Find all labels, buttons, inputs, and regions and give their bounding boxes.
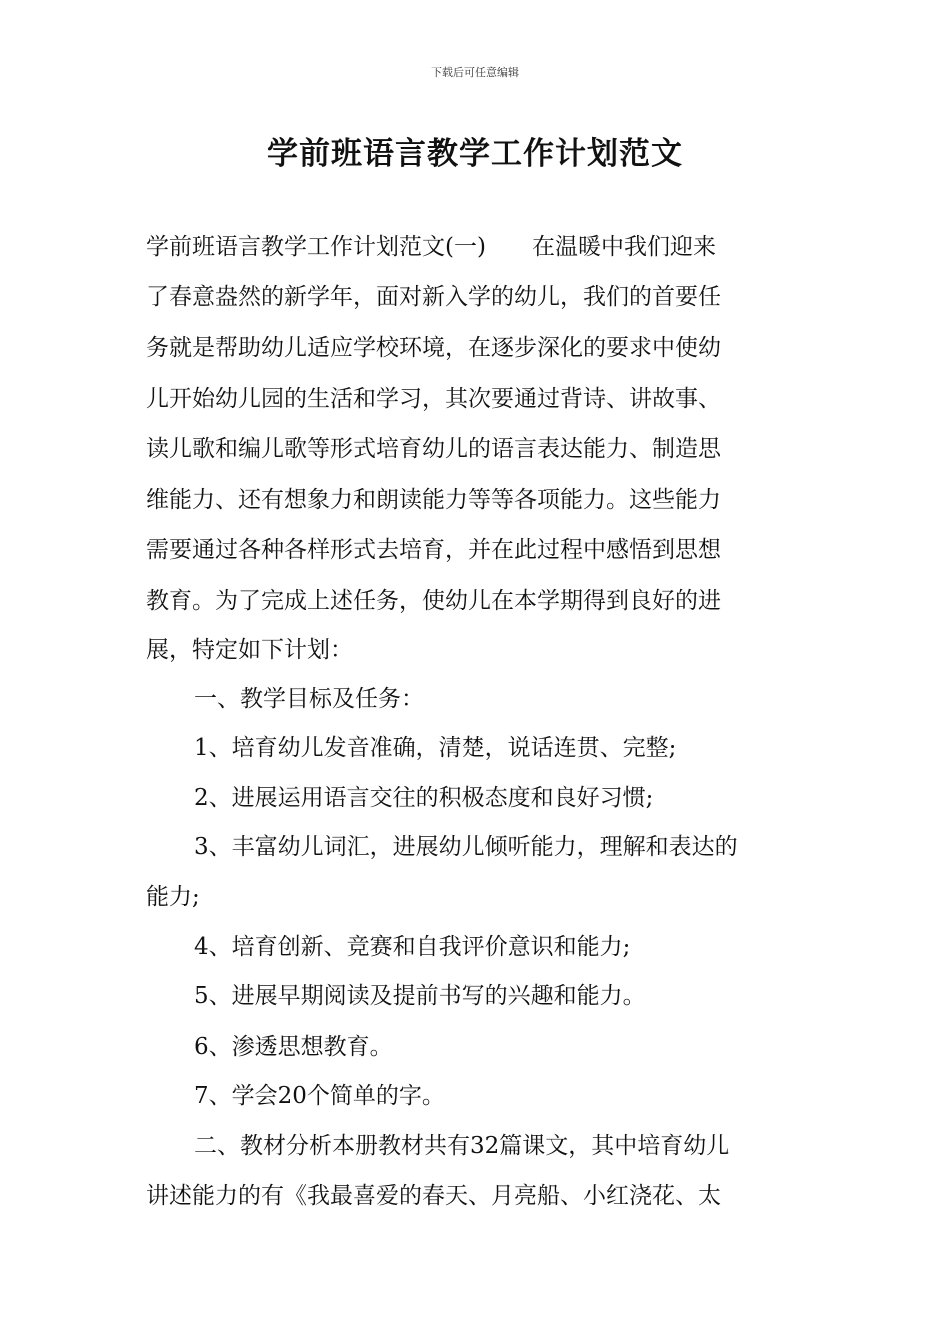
paragraph-line: 读儿歌和编儿歌等形式培育幼儿的语言表达能力、制造思 [146,436,721,462]
list-item: 6、渗透思想教育。 [194,1034,393,1060]
paragraph-line: 了春意盎然的新学年，面对新入学的幼儿，我们的首要任 [146,284,721,310]
document-title: 学前班语言教学工作计划范文 [267,136,683,172]
list-item: 2、进展运用语言交往的积极态度和良好习惯; [194,785,654,811]
paragraph-line: 需要通过各种各样形式去培育，并在此过程中感悟到思想 [146,537,721,563]
paragraph-line: 讲述能力的有《我最喜爱的春天、月亮船、小红浇花、太 [146,1183,721,1209]
list-item: 3、丰富幼儿词汇，进展幼儿倾听能力，理解和表达的 [194,834,738,860]
paragraph-line: 务就是帮助幼儿适应学校环境，在逐步深化的要求中使幼 [146,335,721,361]
paragraph-line: 儿开始幼儿园的生活和学习，其次要通过背诗、讲故事、 [146,386,721,412]
paragraph-line: 学前班语言教学工作计划范文(一) 在温暖中我们迎来 [146,234,716,260]
paragraph-line: 展，特定如下计划： [146,637,353,663]
list-item: 1、培育幼儿发音准确，清楚，说话连贯、完整; [194,735,677,761]
list-item: 4、培育创新、竞赛和自我评价意识和能力; [194,934,631,960]
list-item: 7、学会20个简单的字。 [194,1083,445,1109]
paragraph-line: 教育。为了完成上述任务，使幼儿在本学期得到良好的进 [146,588,721,614]
list-item: 5、进展早期阅读及提前书写的兴趣和能力。 [194,983,646,1009]
section-heading: 一、教学目标及任务： [194,686,424,712]
section-heading: 二、教材分析本册教材共有32篇课文，其中培育幼儿 [194,1133,730,1159]
paragraph-line: 维能力、还有想象力和朗读能力等等各项能力。这些能力 [146,487,721,513]
list-item-continuation: 能力; [146,884,200,910]
header-note: 下载后可任意编辑 [431,66,519,79]
